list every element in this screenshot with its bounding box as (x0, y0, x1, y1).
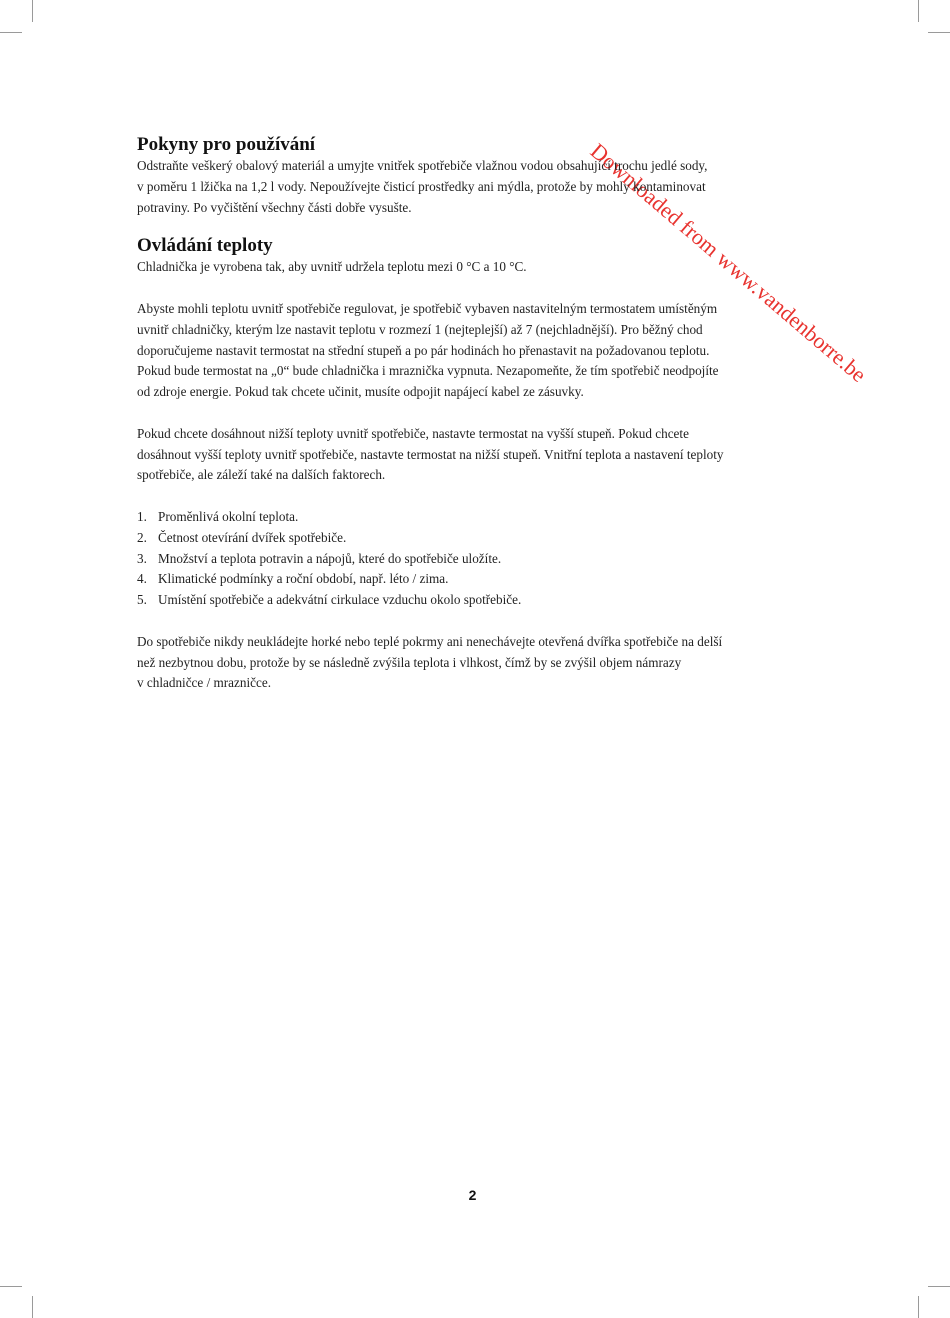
list-number: 2. (137, 529, 147, 545)
crop-mark-bottom-left (32, 1296, 33, 1318)
thermostat-line: uvnitř chladničky, kterým lze nastavit teplotu v rozmezí 1 (nejteplejší) až 7 (nejchladnější). Pro běžný chod (137, 321, 703, 337)
lower-temperature-line: Pokud chcete dosáhnout nižší teploty uvnitř spotřebiče, nastavte termostat na vyšší stupeň. Pokud chcete (137, 425, 689, 441)
crop-mark-top-right (928, 32, 950, 33)
lower-temperature-line: dosáhnout vyšší teploty uvnitř spotřebiče, nastavte termostat na nižší stupeň. Vnitřní teplota a nastavení teploty (137, 446, 724, 462)
thermostat-line: doporučujeme nastavit termostat na střední stupeň a po pár hodinách ho přenastavit na požadovanou teplotu. (137, 342, 710, 358)
list-text: Proměnlivá okolní teplota. (158, 508, 299, 524)
list-number: 3. (137, 550, 147, 566)
list-text: Četnost otevírání dvířek spotřebiče. (158, 529, 347, 545)
list-text: Umístění spotřebiče a adekvátní cirkulace vzduchu okolo spotřebiče. (158, 592, 522, 608)
list-item (137, 507, 817, 528)
list-number: 4. (137, 571, 147, 587)
page-number: 2 (468, 1187, 477, 1203)
thermostat-line: Abyste mohli teplotu uvnitř spotřebiče regulovat, je spotřebič vybaven nastavitelným termostatem umístěným (137, 300, 718, 316)
list-item (137, 549, 817, 570)
crop-mark-top-left (32, 0, 33, 22)
crop-mark-top-right (918, 0, 919, 22)
lower-temperature-line: spotřebiče, ale záleží také na dalších faktorech. (137, 467, 386, 483)
list-item (137, 590, 817, 611)
crop-mark-bottom-left (0, 1286, 22, 1287)
document-body (137, 134, 817, 694)
list-item (137, 569, 817, 590)
temperature-intro: Chladnička je vyrobena tak, aby uvnitř udržela teplotu mezi 0 °C a 10 °C. (137, 259, 527, 275)
list-number: 1. (137, 508, 147, 524)
section-title-temperature: Ovládání teploty (137, 235, 273, 257)
watermark: Downloaded from www.vandenborre.be (585, 138, 872, 388)
usage-line: potraviny. Po vyčištění všechny části dobře vysušte. (137, 199, 412, 215)
crop-mark-bottom-right (928, 1286, 950, 1287)
warning-line: v chladničce / mrazničce. (137, 675, 271, 691)
list-text: Klimatické podmínky a roční období, např. léto / zima. (158, 571, 449, 587)
usage-line: Odstraňte veškerý obalový materiál a umyjte vnitřek spotřebiče vlažnou vodou obsahující trochu jedlé sody, (137, 158, 708, 173)
section-title-usage: Pokyny pro používání (137, 134, 316, 155)
thermostat-line: od zdroje energie. Pokud tak chcete učinit, musíte odpojit napájecí kabel ze zásuvky. (137, 384, 584, 400)
list-item (137, 528, 817, 549)
list-number: 5. (137, 592, 147, 608)
crop-mark-top-left (0, 32, 22, 33)
warning-line: než nezbytnou dobu, protože by se následně zvýšila teplota i vlhkost, čímž by se zvýšil objem námrazy (137, 654, 682, 670)
factors-list (137, 507, 817, 611)
thermostat-line: Pokud bude termostat na „0“ bude chladnička i mraznička vypnuta. Nezapomeňte, že tím spotřebič neodpojíte (137, 363, 719, 379)
usage-line: v poměru 1 lžička na 1,2 l vody. Nepoužívejte čisticí prostředky ani mýdla, protože by mohly kontaminovat (137, 178, 706, 194)
crop-mark-bottom-right (918, 1296, 919, 1318)
warning-line: Do spotřebiče nikdy neukládejte horké nebo teplé pokrmy ani nenechávejte otevřená dvířka spotřebiče na delší (137, 633, 723, 649)
list-text: Množství a teplota potravin a nápojů, které do spotřebiče uložíte. (158, 550, 502, 566)
